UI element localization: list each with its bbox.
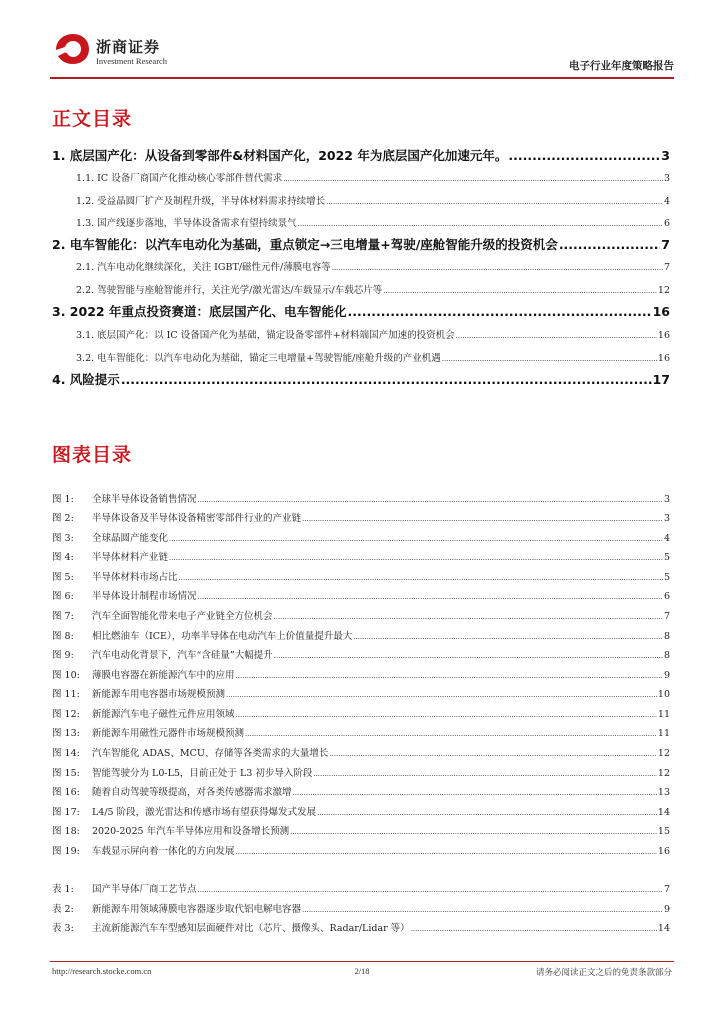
figure-label: 图 17: bbox=[52, 807, 80, 818]
figure-entry[interactable] bbox=[52, 765, 670, 779]
leader-dots bbox=[169, 554, 663, 562]
figure-entry[interactable] bbox=[52, 804, 670, 818]
toc-entry[interactable] bbox=[76, 350, 670, 364]
leader-dots bbox=[290, 828, 657, 836]
figure-page: 6 bbox=[663, 591, 670, 602]
table-label: 表 1: bbox=[52, 884, 74, 895]
toc-entry[interactable] bbox=[76, 215, 670, 229]
toc-entry-page: 6 bbox=[663, 218, 670, 229]
figure-label: 图 10: bbox=[52, 670, 80, 681]
leader-dots bbox=[559, 237, 660, 252]
leader-dots bbox=[329, 750, 657, 758]
toc-entry-page: 17 bbox=[652, 372, 670, 387]
figure-entry[interactable] bbox=[52, 530, 670, 544]
figure-page: 13 bbox=[657, 787, 670, 798]
toc-entry[interactable] bbox=[76, 170, 670, 184]
figure-entry[interactable] bbox=[52, 491, 670, 505]
leader-dots bbox=[245, 730, 657, 738]
toc-entry-text: 3. 2022 年重点投资赛道：底层国产化、电车智能化 bbox=[52, 304, 347, 319]
leader-dots bbox=[283, 175, 663, 183]
figure-title: 相比燃油车（ICE），功率半导体在电动汽车上价值量提升最大 bbox=[92, 631, 353, 642]
table-entry[interactable] bbox=[52, 881, 670, 895]
toc-entry[interactable] bbox=[76, 193, 670, 207]
toc-entry[interactable] bbox=[52, 302, 670, 320]
figure-label: 图 16: bbox=[52, 787, 80, 798]
toc-entry[interactable] bbox=[76, 282, 670, 296]
toc-entry-page: 3 bbox=[661, 148, 670, 163]
figure-page: 3 bbox=[663, 494, 670, 505]
leader-dots bbox=[226, 691, 657, 699]
figure-title: 半导体材料产业链 bbox=[92, 552, 169, 563]
leader-dots bbox=[198, 496, 663, 504]
leader-dots bbox=[442, 355, 657, 363]
table-label: 表 2: bbox=[52, 904, 74, 915]
toc-entry[interactable] bbox=[52, 146, 670, 164]
leader-dots bbox=[456, 332, 657, 340]
footer-disclaimer: 请务必阅读正文之后的免责条款部分 bbox=[535, 968, 672, 978]
toc-entry-text: 2.1. 汽车电动化继续深化，关注 IGBT/磁性元件/薄膜电容等 bbox=[76, 262, 331, 273]
figure-title: 半导体材料市场占比 bbox=[92, 572, 178, 583]
figure-label: 图 3: bbox=[52, 533, 74, 544]
figure-entry[interactable] bbox=[52, 686, 670, 700]
leader-dots bbox=[274, 652, 663, 660]
figure-title: 2020-2025 年汽车半导体应用和设备增长预测 bbox=[92, 826, 290, 837]
figure-label: 图 1: bbox=[52, 494, 74, 505]
toc-entry-text: 2. 电车智能化：以汽车电动化为基础，重点锁定→三电增量+驾驶/座舱智能升级的投资机会 bbox=[52, 237, 558, 252]
figure-page: 3 bbox=[663, 513, 670, 524]
leader-dots bbox=[302, 515, 663, 523]
figure-title: 薄膜电容器在新能源汽车中的应用 bbox=[92, 670, 235, 681]
figure-page: 12 bbox=[657, 748, 670, 759]
leader-dots bbox=[236, 848, 657, 856]
leader-dots bbox=[313, 770, 657, 778]
leader-dots bbox=[383, 287, 657, 295]
figure-label: 图 5: bbox=[52, 572, 74, 583]
figure-page: 5 bbox=[663, 572, 670, 583]
report-type-label: 电子行业年度策略报告 bbox=[569, 60, 674, 72]
leader-dots bbox=[326, 198, 663, 206]
leader-dots bbox=[347, 304, 651, 319]
logo-mark-icon bbox=[52, 32, 92, 66]
figure-page: 12 bbox=[657, 768, 670, 779]
figure-page: 14 bbox=[657, 807, 670, 818]
toc-entry-text: 3.1. 底层国产化：以 IC 设备国产化为基础，锚定设备零部件+材料端国产加速的投资机会 bbox=[76, 330, 455, 341]
page-header bbox=[50, 30, 674, 78]
figures-title: 图表目录 bbox=[52, 444, 133, 466]
leader-dots bbox=[198, 886, 663, 894]
figure-page: 11 bbox=[657, 728, 670, 739]
figure-title: 新能源车用电容器市场规模预测 bbox=[92, 689, 226, 700]
figure-entry[interactable] bbox=[52, 608, 670, 622]
toc-title: 正文目录 bbox=[52, 108, 133, 130]
figure-page: 7 bbox=[663, 611, 670, 622]
toc-entry-text: 1.3. 国产线逐步落地，半导体设备需求有望持续景气 bbox=[76, 218, 297, 229]
figure-label: 图 8: bbox=[52, 631, 74, 642]
toc-entry[interactable] bbox=[76, 327, 670, 341]
figure-page: 4 bbox=[663, 533, 670, 544]
leader-dots bbox=[353, 633, 663, 641]
figure-title: 新能源汽车电子磁性元件应用领域 bbox=[92, 709, 235, 720]
figure-entry[interactable] bbox=[52, 745, 670, 759]
figure-entry[interactable] bbox=[52, 588, 670, 602]
figure-label: 图 9: bbox=[52, 650, 74, 661]
figure-label: 图 13: bbox=[52, 728, 80, 739]
leader-dots bbox=[121, 372, 652, 387]
toc-entry-page: 7 bbox=[663, 262, 670, 273]
toc-entry[interactable] bbox=[52, 370, 670, 388]
footer-divider bbox=[50, 961, 674, 962]
figure-page: 11 bbox=[657, 709, 670, 720]
figure-page: 16 bbox=[657, 846, 670, 857]
figure-entry[interactable] bbox=[52, 549, 670, 563]
figure-title: 汽车全面智能化带来电子产业链全方位机会 bbox=[92, 611, 273, 622]
figure-label: 图 7: bbox=[52, 611, 74, 622]
toc-entry-text: 4. 风险提示 bbox=[52, 372, 120, 387]
figure-entry[interactable] bbox=[52, 706, 670, 720]
leader-dots bbox=[508, 148, 660, 163]
figure-label: 图 19: bbox=[52, 846, 80, 857]
toc-entry-page: 3 bbox=[663, 173, 670, 184]
figure-title: 汽车智能化 ADAS、MCU、存储等各类需求的大量增长 bbox=[92, 748, 329, 759]
logo-english-name: Investment Research bbox=[96, 56, 168, 66]
figure-entry[interactable] bbox=[52, 569, 670, 583]
table-title: 国产半导体厂商工艺节点 bbox=[92, 884, 197, 895]
toc-entry-text: 3.2. 电车智能化：以汽车电动化为基础，锚定三电增量+驾驶智能/座舱升级的产业机遇 bbox=[76, 353, 441, 364]
figure-label: 图 6: bbox=[52, 591, 74, 602]
figure-label: 图 11: bbox=[52, 689, 80, 700]
leader-dots bbox=[317, 809, 657, 817]
toc-entry-page: 16 bbox=[652, 304, 670, 319]
toc-entry-text: 1.2. 受益晶圆厂扩产及制程升级，半导体材料需求持续增长 bbox=[76, 196, 326, 207]
table-page: 14 bbox=[657, 923, 670, 934]
table-title: 新能源车用领域薄膜电容器逐步取代铝电解电容器 bbox=[92, 904, 302, 915]
figure-entry[interactable] bbox=[52, 843, 670, 857]
figure-page: 8 bbox=[663, 631, 670, 642]
leader-dots bbox=[293, 789, 657, 797]
figure-title: 车载显示屏向着一体化的方向发展 bbox=[92, 846, 235, 857]
figure-page: 8 bbox=[663, 650, 670, 661]
table-entry[interactable] bbox=[52, 920, 670, 934]
figure-title: 随着自动驾驶等级提高，对各类传感器需求激增 bbox=[92, 787, 292, 798]
figure-entry[interactable] bbox=[52, 823, 670, 837]
header-divider bbox=[50, 77, 674, 79]
figure-title: 汽车电动化背景下，汽车“含硅量”大幅提升 bbox=[92, 650, 273, 661]
toc-entry-page: 16 bbox=[657, 353, 670, 364]
figure-entry[interactable] bbox=[52, 628, 670, 642]
figure-title: 全球晶圆产能变化 bbox=[92, 533, 169, 544]
table-title: 主流新能源汽车车型感知层面硬件对比（芯片、摄像头、Radar/Lidar 等） bbox=[92, 923, 410, 934]
toc-entry-page: 4 bbox=[663, 196, 670, 207]
toc-entry-page: 16 bbox=[657, 330, 670, 341]
figure-entry[interactable] bbox=[52, 784, 670, 798]
leader-dots bbox=[302, 906, 663, 914]
figure-title: 全球半导体设备销售情况 bbox=[92, 494, 197, 505]
leader-dots bbox=[411, 925, 657, 933]
figure-page: 5 bbox=[663, 552, 670, 563]
figure-label: 图 4: bbox=[52, 552, 74, 563]
figure-page: 10 bbox=[657, 689, 670, 700]
figure-title: L4/5 阶段，激光雷达和传感市场有望获得爆发式发展 bbox=[92, 807, 317, 818]
leader-dots bbox=[298, 220, 663, 228]
table-entry[interactable] bbox=[52, 901, 670, 915]
leader-dots bbox=[198, 593, 663, 601]
table-page: 7 bbox=[663, 884, 670, 895]
leader-dots bbox=[169, 535, 663, 543]
figure-entry[interactable] bbox=[52, 647, 670, 661]
figure-entry[interactable] bbox=[52, 510, 670, 524]
page-number: 2/18 bbox=[354, 966, 370, 976]
figure-label: 图 12: bbox=[52, 709, 80, 720]
figure-entry[interactable] bbox=[52, 667, 670, 681]
table-page: 9 bbox=[663, 904, 670, 915]
figure-title: 半导体设计制程市场情况 bbox=[92, 591, 197, 602]
figure-label: 图 18: bbox=[52, 826, 80, 837]
toc-entry-page: 7 bbox=[661, 237, 670, 252]
toc-entry-text: 1. 底层国产化：从设备到零部件&材料国产化，2022 年为底层国产化加速元年。 bbox=[52, 148, 508, 163]
leader-dots bbox=[274, 613, 663, 621]
leader-dots bbox=[332, 264, 663, 272]
toc-entry-text: 2.2. 驾驶智能与座舱智能并行，关注光学/激光雷达/车载显示/车载芯片等 bbox=[76, 285, 383, 296]
figure-title: 新能源车用磁性元器件市场规模预测 bbox=[92, 728, 245, 739]
figure-label: 图 14: bbox=[52, 748, 80, 759]
toc-entry-page: 12 bbox=[657, 285, 670, 296]
figure-title: 半导体设备及半导体设备精密零部件行业的产业链 bbox=[92, 513, 302, 524]
figure-label: 图 2: bbox=[52, 513, 74, 524]
logo-chinese-name: 浙商证券 bbox=[96, 38, 161, 56]
leader-dots bbox=[179, 574, 663, 582]
table-label: 表 3: bbox=[52, 923, 74, 934]
toc-entry[interactable] bbox=[76, 259, 670, 273]
footer-url-link[interactable]: http://research.stocke.com.cn bbox=[52, 966, 152, 976]
figure-page: 15 bbox=[657, 826, 670, 837]
leader-dots bbox=[236, 711, 657, 719]
figure-label: 图 15: bbox=[52, 768, 80, 779]
figure-title: 智能驾驶分为 L0-L5，目前正处于 L3 初步导入阶段 bbox=[92, 768, 313, 779]
leader-dots bbox=[236, 672, 663, 680]
figure-page: 9 bbox=[663, 670, 670, 681]
toc-entry[interactable] bbox=[52, 235, 670, 253]
toc-entry-text: 1.1. IC 设备厂商国产化推动核心零部件替代需求 bbox=[76, 173, 283, 184]
figure-entry[interactable] bbox=[52, 725, 670, 739]
company-logo bbox=[50, 30, 250, 70]
